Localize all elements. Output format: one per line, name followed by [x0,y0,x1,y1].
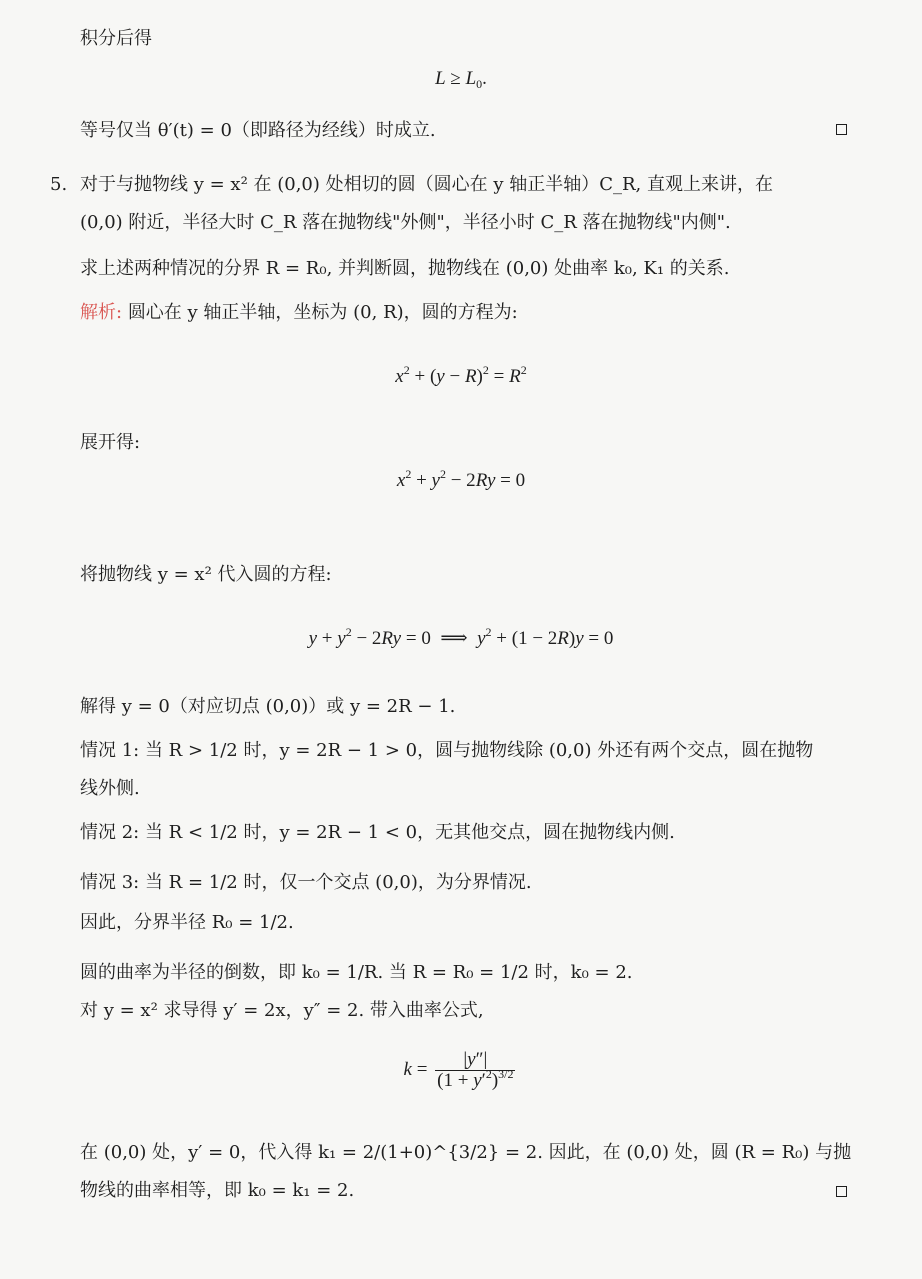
text-line: 将抛物线 y = x² 代入圆的方程: [80,564,332,585]
solution-label: 解析: [80,302,123,323]
equation-substitution: $y + y^2 - 2Ry = 0$ ⟹ $y^2 + (1 - 2R)y = 0$ [308,625,614,649]
text-line: 物线的曲率相等，即 k₀ = k₁ = 2. [80,1180,355,1201]
text-line: 线外侧. [80,778,140,799]
text-line: 情况 3: 当 R = 1/2 时，仅一个交点 (0,0)，为分界情况. [80,872,532,893]
problem-number: 5. [50,174,68,195]
problem-statement-line: (0,0) 附近，半径大时 C_R 落在抛物线"外侧"，半径小时 C_R 落在抛物线"内侧". [80,212,731,233]
text-line: 因此，分界半径 R₀ = 1/2. [80,912,294,933]
solution-intro [80,300,518,326]
text-line: 对 y = x² 求导得 y′ = 2x，y″ = 2. 带入曲率公式, [80,1000,484,1021]
problem-statement-line: 对于与抛物线 y = x² 在 (0,0) 处相切的圆（圆心在 y 轴正半轴）C_R, 直观上来讲，在 [80,174,773,195]
text-line: 情况 1: 当 R > 1/2 时，y = 2R − 1 > 0，圆与抛物线除 (0,0) 外还有两个交点，圆在抛物 [80,740,814,761]
text-line: 圆的曲率为半径的倒数，即 k₀ = 1/R. 当 R = R₀ = 1/2 时，k₀ = 2. [80,962,633,983]
text-line: 积分后得 [80,28,152,49]
qed-box [836,1186,847,1197]
equation-curvature: k = $\frac{|y''|}{(1 + y'^2)^{3/2}}$ [403,1049,514,1091]
equation-expanded: $x^2 + y^2 - 2Ry = 0$ [396,467,526,491]
text-line: 等号仅当 θ′(t) = 0（即路径为经线）时成立. [80,120,436,141]
text-line: 解得 y = 0（对应切点 (0,0)）或 y = 2R − 1. [80,696,456,717]
qed-box [836,124,847,135]
problem-statement-line: 求上述两种情况的分界 R = R₀, 并判断圆，抛物线在 (0,0) 处曲率 k₀, K₁ 的关系. [80,258,730,279]
equation-l-ge-l0: $L \ge L_0$. [435,68,487,91]
text-line: 展开得: [80,432,141,453]
text-line: 情况 2: 当 R < 1/2 时，y = 2R − 1 < 0，无其他交点，圆在抛物线内侧. [80,822,675,843]
equation-circle: $x^2 + (y - R)^2 = R^2$ [395,363,527,387]
solution-text: 圆心在 y 轴正半轴，坐标为 (0, R)，圆的方程为: [127,302,518,323]
text-line: 在 (0,0) 处，y′ = 0，代入得 k₁ = 2/(1+0)^{3/2} = 2. 因此，在 (0,0) 处，圆 (R = R₀) 与抛 [80,1142,852,1163]
